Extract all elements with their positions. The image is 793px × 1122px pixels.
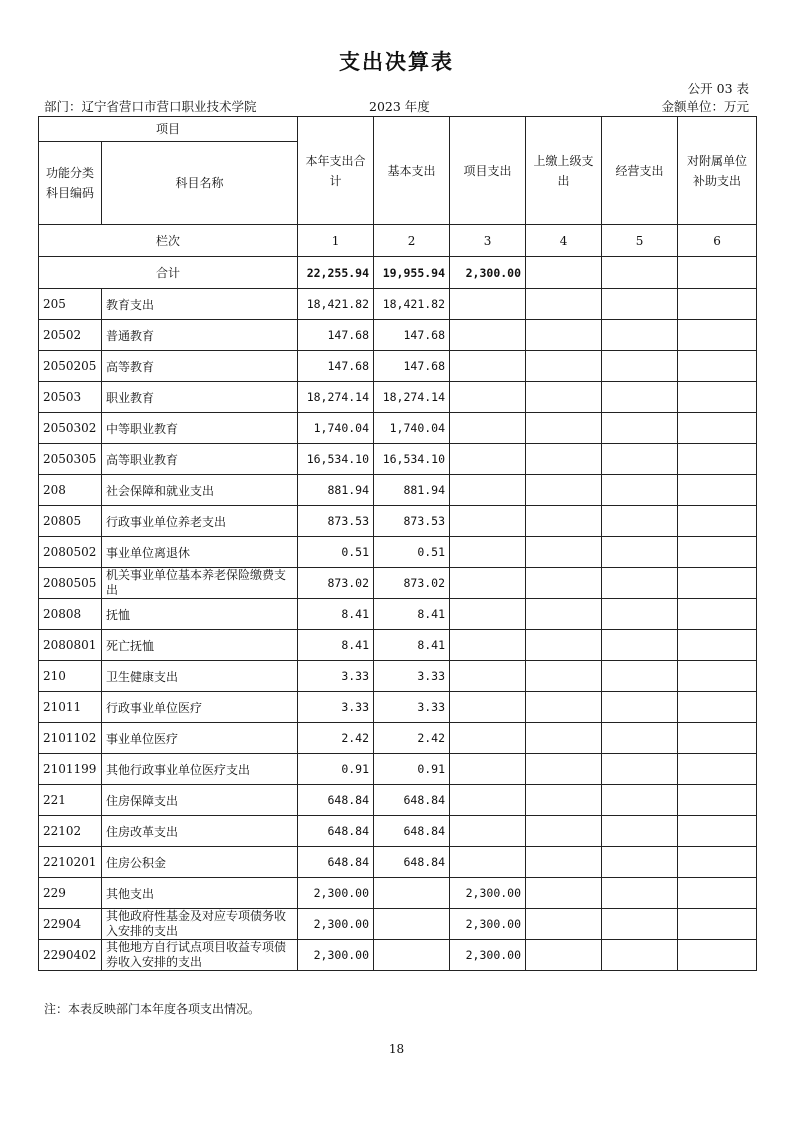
subsidy-amount	[678, 940, 757, 971]
upper-amount	[526, 537, 602, 568]
project-amount	[450, 630, 526, 661]
total-amount: 1,740.04	[298, 413, 374, 444]
total-row	[39, 257, 757, 289]
function-code: 2080502	[39, 537, 102, 568]
upper-amount	[526, 909, 602, 940]
subsidy-amount	[678, 289, 757, 320]
total-amount: 873.53	[298, 506, 374, 537]
business-amount	[602, 940, 678, 971]
header-subsidy: 对附属单位补助支出	[678, 117, 757, 225]
item-name: 事业单位离退休	[102, 537, 298, 568]
project-amount	[450, 289, 526, 320]
item-name-text: 其他地方自行试点项目收益专项债券收入安排的支出	[106, 940, 287, 969]
subsidy-amount	[678, 723, 757, 754]
total-business	[602, 257, 678, 289]
item-name: 其他支出	[102, 878, 298, 909]
project-amount	[450, 382, 526, 413]
project-amount	[450, 723, 526, 754]
item-name	[102, 909, 298, 940]
subsidy-amount	[678, 661, 757, 692]
year-label: 2023 年度	[369, 99, 430, 114]
header-total: 本年支出合计	[298, 117, 374, 225]
subsidy-amount	[678, 320, 757, 351]
function-code: 20502	[39, 320, 102, 351]
total-project: 2,300.00	[450, 257, 526, 289]
upper-amount	[526, 599, 602, 630]
basic-amount: 3.33	[374, 692, 450, 723]
business-amount	[602, 351, 678, 382]
upper-amount	[526, 568, 602, 599]
basic-amount: 8.41	[374, 630, 450, 661]
table-row	[39, 785, 757, 816]
basic-amount: 1,740.04	[374, 413, 450, 444]
table-row	[39, 413, 757, 444]
business-amount	[602, 909, 678, 940]
function-code: 2101102	[39, 723, 102, 754]
header-name: 科目名称	[102, 142, 298, 225]
project-amount	[450, 506, 526, 537]
business-amount	[602, 444, 678, 475]
table-row	[39, 754, 757, 785]
project-amount	[450, 444, 526, 475]
item-name: 普通教育	[102, 320, 298, 351]
total-amount: 18,421.82	[298, 289, 374, 320]
function-code: 2290402	[39, 940, 102, 971]
business-amount	[602, 847, 678, 878]
function-code: 22102	[39, 816, 102, 847]
upper-amount	[526, 692, 602, 723]
function-code: 210	[39, 661, 102, 692]
subsidy-amount	[678, 444, 757, 475]
table-row	[39, 568, 757, 599]
header-item: 项目	[39, 117, 298, 142]
upper-amount	[526, 506, 602, 537]
table-row	[39, 599, 757, 630]
item-name: 高等职业教育	[102, 444, 298, 475]
project-amount	[450, 475, 526, 506]
total-amount: 0.91	[298, 754, 374, 785]
item-name: 行政事业单位养老支出	[102, 506, 298, 537]
project-amount	[450, 754, 526, 785]
item-name: 社会保障和就业支出	[102, 475, 298, 506]
project-amount	[450, 413, 526, 444]
subsidy-amount	[678, 537, 757, 568]
project-amount	[450, 320, 526, 351]
basic-amount: 873.02	[374, 568, 450, 599]
item-name: 住房保障支出	[102, 785, 298, 816]
business-amount	[602, 568, 678, 599]
table-row	[39, 475, 757, 506]
subsidy-amount	[678, 475, 757, 506]
business-amount	[602, 599, 678, 630]
total-basic: 19,955.94	[374, 257, 450, 289]
total-amount: 18,274.14	[298, 382, 374, 413]
function-code: 208	[39, 475, 102, 506]
function-code: 2080801	[39, 630, 102, 661]
basic-amount: 873.53	[374, 506, 450, 537]
function-code: 2080505	[39, 568, 102, 599]
subsidy-amount	[678, 909, 757, 940]
item-name	[102, 940, 298, 971]
basic-amount: 16,534.10	[374, 444, 450, 475]
basic-amount: 18,421.82	[374, 289, 450, 320]
function-code: 22904	[39, 909, 102, 940]
upper-amount	[526, 630, 602, 661]
total-amount: 2,300.00	[298, 909, 374, 940]
item-name: 住房公积金	[102, 847, 298, 878]
upper-amount	[526, 940, 602, 971]
function-code: 2210201	[39, 847, 102, 878]
function-code: 2050205	[39, 351, 102, 382]
subsidy-amount	[678, 816, 757, 847]
business-amount	[602, 816, 678, 847]
basic-amount: 2.42	[374, 723, 450, 754]
total-amount: 3.33	[298, 692, 374, 723]
upper-amount	[526, 413, 602, 444]
subsidy-amount	[678, 413, 757, 444]
business-amount	[602, 537, 678, 568]
project-amount	[450, 568, 526, 599]
item-name	[102, 568, 298, 599]
column-number-label: 栏次	[39, 225, 298, 257]
table-row	[39, 630, 757, 661]
business-amount	[602, 506, 678, 537]
item-name: 抚恤	[102, 599, 298, 630]
table-number: 公开 03 表	[687, 81, 749, 96]
basic-amount: 18,274.14	[374, 382, 450, 413]
basic-amount	[374, 940, 450, 971]
basic-amount: 648.84	[374, 816, 450, 847]
table-row	[39, 692, 757, 723]
basic-amount: 147.68	[374, 351, 450, 382]
function-code: 20805	[39, 506, 102, 537]
upper-amount	[526, 661, 602, 692]
header-code: 功能分类科目编码	[39, 142, 102, 225]
subsidy-amount	[678, 382, 757, 413]
total-amount: 2.42	[298, 723, 374, 754]
upper-amount	[526, 785, 602, 816]
function-code: 21011	[39, 692, 102, 723]
total-amount: 648.84	[298, 816, 374, 847]
total-subsidy	[678, 257, 757, 289]
business-amount	[602, 692, 678, 723]
total-amount: 0.51	[298, 537, 374, 568]
business-amount	[602, 382, 678, 413]
business-amount	[602, 630, 678, 661]
table-row	[39, 382, 757, 413]
header-project: 项目支出	[450, 117, 526, 225]
business-amount	[602, 754, 678, 785]
upper-amount	[526, 475, 602, 506]
project-amount: 2,300.00	[450, 878, 526, 909]
footnote: 注：本表反映部门本年度各项支出情况。	[44, 1002, 261, 1016]
upper-amount	[526, 320, 602, 351]
column-number-row	[39, 225, 757, 257]
header-basic: 基本支出	[374, 117, 450, 225]
function-code: 20808	[39, 599, 102, 630]
total-amount: 2,300.00	[298, 878, 374, 909]
subsidy-amount	[678, 599, 757, 630]
item-name: 中等职业教育	[102, 413, 298, 444]
item-name: 教育支出	[102, 289, 298, 320]
table-row	[39, 506, 757, 537]
column-number: 1	[298, 225, 374, 257]
project-amount	[450, 785, 526, 816]
basic-amount	[374, 878, 450, 909]
total-amount: 881.94	[298, 475, 374, 506]
business-amount	[602, 475, 678, 506]
business-amount	[602, 785, 678, 816]
total-amount: 147.68	[298, 351, 374, 382]
basic-amount: 648.84	[374, 847, 450, 878]
table-row	[39, 351, 757, 382]
project-amount	[450, 661, 526, 692]
function-code: 2050302	[39, 413, 102, 444]
item-name-text: 机关事业单位基本养老保险缴费支出	[106, 568, 287, 597]
basic-amount: 0.91	[374, 754, 450, 785]
function-code: 2050305	[39, 444, 102, 475]
total-amount: 8.41	[298, 599, 374, 630]
project-amount: 2,300.00	[450, 940, 526, 971]
department-label: 部门：辽宁省营口市营口职业技术学院	[44, 99, 257, 114]
project-amount	[450, 351, 526, 382]
function-code: 2101199	[39, 754, 102, 785]
upper-amount	[526, 723, 602, 754]
upper-amount	[526, 289, 602, 320]
total-amount: 648.84	[298, 847, 374, 878]
report-meta	[44, 97, 749, 114]
column-number: 5	[602, 225, 678, 257]
subsidy-amount	[678, 630, 757, 661]
upper-amount	[526, 351, 602, 382]
header-upper: 上缴上级支出	[526, 117, 602, 225]
item-name: 行政事业单位医疗	[102, 692, 298, 723]
total-upper	[526, 257, 602, 289]
item-name: 职业教育	[102, 382, 298, 413]
function-code: 205	[39, 289, 102, 320]
basic-amount	[374, 909, 450, 940]
table-row	[39, 940, 757, 971]
item-name: 高等教育	[102, 351, 298, 382]
subsidy-amount	[678, 785, 757, 816]
total-amount: 648.84	[298, 785, 374, 816]
subsidy-amount	[678, 878, 757, 909]
basic-amount: 881.94	[374, 475, 450, 506]
item-name-text: 其他政府性基金及对应专项债务收入安排的支出	[106, 909, 287, 938]
upper-amount	[526, 382, 602, 413]
upper-amount	[526, 816, 602, 847]
basic-amount: 3.33	[374, 661, 450, 692]
table-row	[39, 444, 757, 475]
business-amount	[602, 661, 678, 692]
basic-amount: 648.84	[374, 785, 450, 816]
project-amount	[450, 847, 526, 878]
basic-amount: 147.68	[374, 320, 450, 351]
subsidy-amount	[678, 754, 757, 785]
total-label: 合计	[39, 257, 298, 289]
upper-amount	[526, 878, 602, 909]
subsidy-amount	[678, 568, 757, 599]
upper-amount	[526, 754, 602, 785]
unit-label: 金额单位：万元	[661, 99, 749, 114]
business-amount	[602, 723, 678, 754]
upper-amount	[526, 847, 602, 878]
total-amount: 873.02	[298, 568, 374, 599]
subsidy-amount	[678, 847, 757, 878]
business-amount	[602, 878, 678, 909]
total-amount: 147.68	[298, 320, 374, 351]
item-name: 死亡抚恤	[102, 630, 298, 661]
column-number: 6	[678, 225, 757, 257]
header-row-1	[39, 117, 757, 142]
function-code: 20503	[39, 382, 102, 413]
item-name: 住房改革支出	[102, 816, 298, 847]
function-code: 221	[39, 785, 102, 816]
table-row	[39, 661, 757, 692]
table-row	[39, 537, 757, 568]
item-name: 卫生健康支出	[102, 661, 298, 692]
total-amount: 22,255.94	[298, 257, 374, 289]
report-title: 支出决算表	[339, 50, 454, 74]
business-amount	[602, 289, 678, 320]
business-amount	[602, 413, 678, 444]
project-amount: 2,300.00	[450, 909, 526, 940]
table-row	[39, 847, 757, 878]
table-row	[39, 909, 757, 940]
upper-amount	[526, 444, 602, 475]
total-amount: 16,534.10	[298, 444, 374, 475]
page-number: 18	[388, 1042, 405, 1056]
column-number: 3	[450, 225, 526, 257]
table-row	[39, 320, 757, 351]
project-amount	[450, 599, 526, 630]
total-amount: 3.33	[298, 661, 374, 692]
project-amount	[450, 537, 526, 568]
project-amount	[450, 816, 526, 847]
project-amount	[450, 692, 526, 723]
total-amount: 2,300.00	[298, 940, 374, 971]
column-number: 4	[526, 225, 602, 257]
table-row	[39, 816, 757, 847]
expenditure-table	[38, 116, 757, 971]
header-business: 经营支出	[602, 117, 678, 225]
table-row	[39, 878, 757, 909]
function-code: 229	[39, 878, 102, 909]
table-row	[39, 289, 757, 320]
business-amount	[602, 320, 678, 351]
total-amount: 8.41	[298, 630, 374, 661]
subsidy-amount	[678, 692, 757, 723]
subsidy-amount	[678, 351, 757, 382]
column-number: 2	[374, 225, 450, 257]
basic-amount: 8.41	[374, 599, 450, 630]
subsidy-amount	[678, 506, 757, 537]
table-row	[39, 723, 757, 754]
item-name: 事业单位医疗	[102, 723, 298, 754]
basic-amount: 0.51	[374, 537, 450, 568]
item-name: 其他行政事业单位医疗支出	[102, 754, 298, 785]
